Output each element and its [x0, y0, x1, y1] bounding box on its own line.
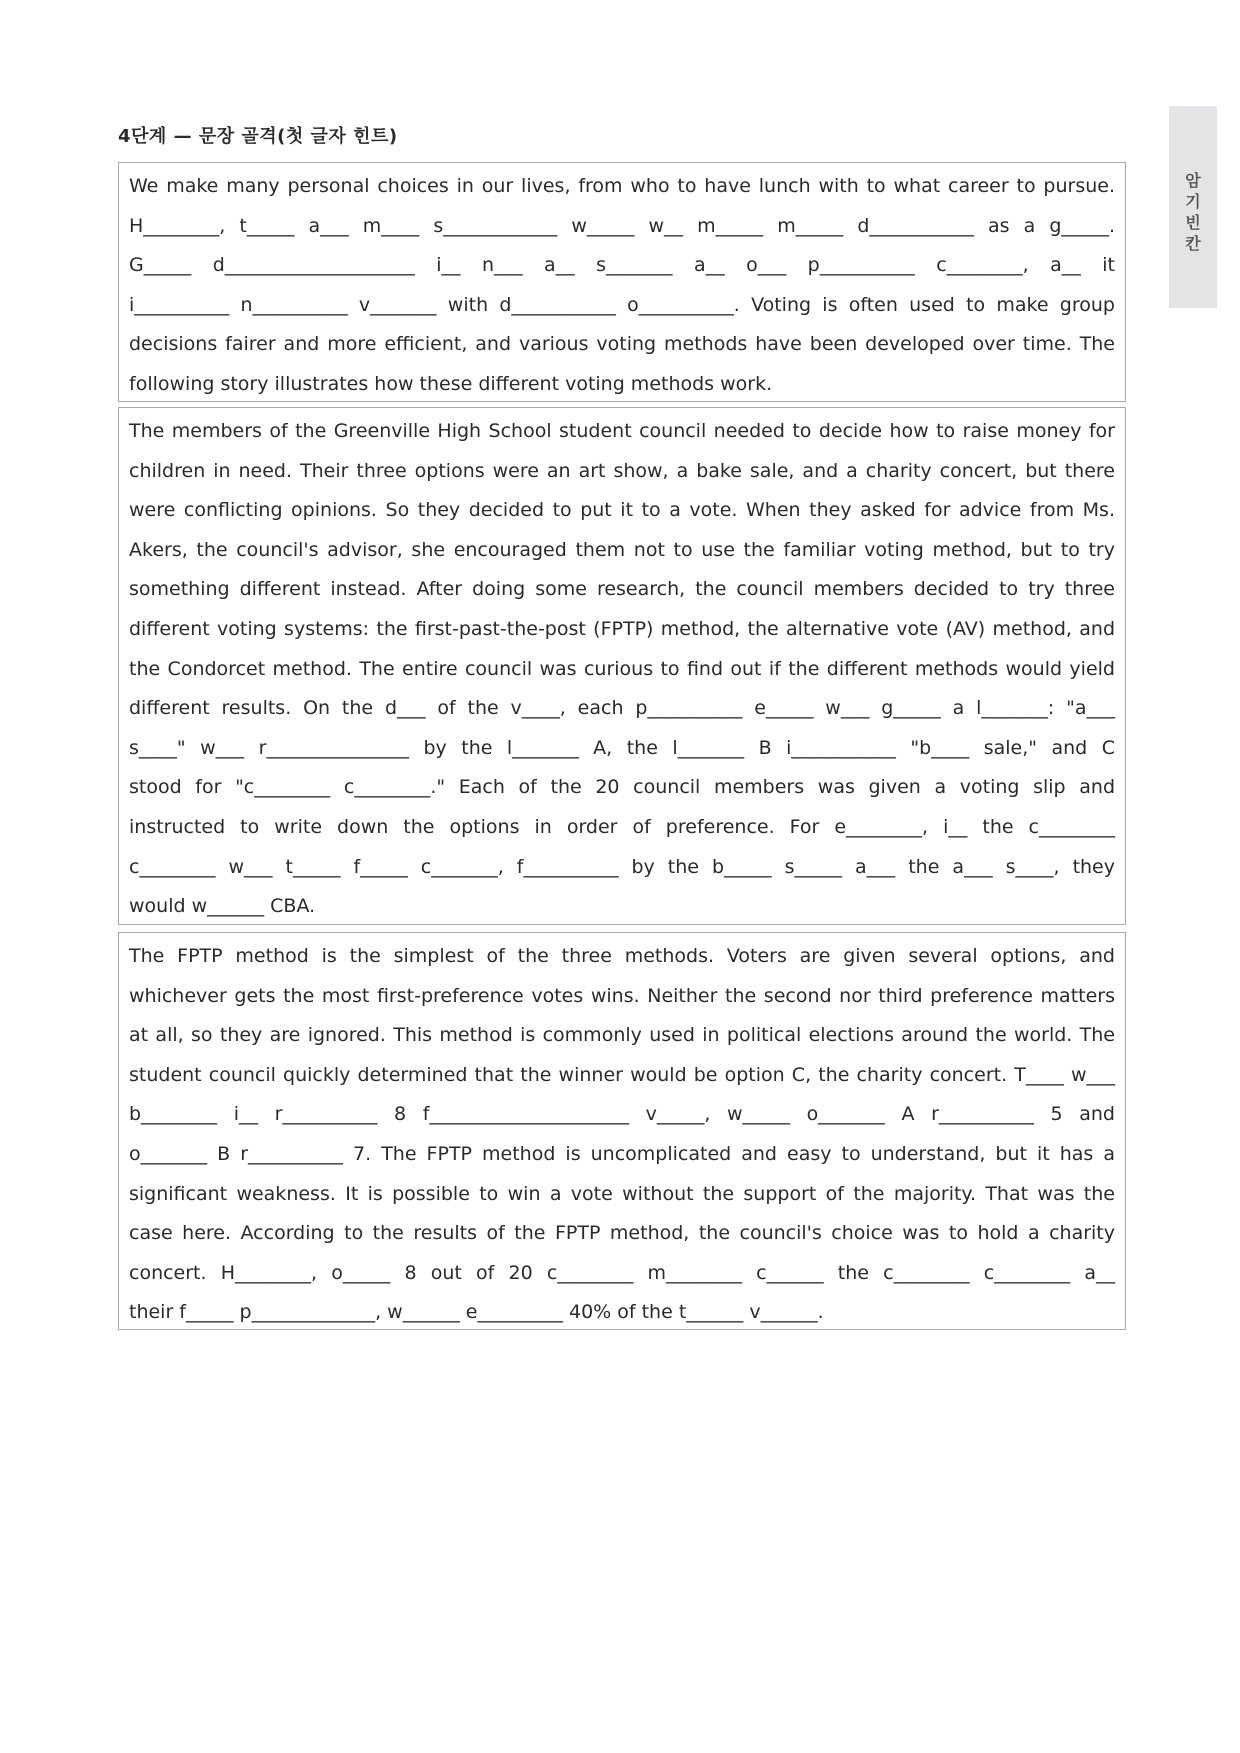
side-tab-char: 칸 [1185, 234, 1201, 253]
passage-line: something different instead. After doing some research, the council members decided to try three [129, 578, 1115, 601]
passage-line: were conflicting opinions. So they decided to put it to a vote. When they asked for advice from Ms. [129, 499, 1115, 522]
passage-line: at all, so they are ignored. This method is commonly used in political elections around the world. The [129, 1024, 1115, 1047]
passage-line: b________ i__ r__________ 8 f_____________________ v_____, w_____ o_______ A r__________ 5 and [129, 1103, 1115, 1126]
passage-line: significant weakness. It is possible to win a vote without the support of the majority. That was the [129, 1182, 1115, 1205]
passage-box-3 [118, 932, 1126, 1330]
passage-line: instructed to write down the options in order of preference. For e________, i__ the c________ [129, 815, 1115, 838]
side-tab-char: 암 [1185, 171, 1201, 190]
side-tab-char: 빈 [1185, 213, 1201, 232]
passage-line: s____" w___ r_______________ by the l_______ A, the l_______ B i___________ "b____ sale," and C [129, 736, 1115, 759]
passage-line: H________, t_____ a___ m____ s____________ w_____ w__ m_____ m_____ d___________ as a g_____. [129, 214, 1115, 237]
passage-line: their f_____ p_____________, w______ e_________ 40% of the t______ v______. [129, 1301, 824, 1324]
side-tab-char: 기 [1185, 192, 1201, 211]
passage-line: o_______ B r__________ 7. The FPTP method is uncomplicated and easy to understand, but it has a [129, 1142, 1115, 1165]
passage-box-2 [118, 407, 1126, 925]
side-tab-label [1169, 106, 1217, 308]
passage-line: i__________ n__________ v_______ with d___________ o__________. Voting is often used to make group [129, 293, 1115, 316]
passage-line: The FPTP method is the simplest of the three methods. Voters are given several options, and [129, 945, 1115, 967]
passage-line: different voting systems: the first-past-the-post (FPTP) method, the alternative vote (AV) method, and [129, 617, 1115, 640]
passage-line: G_____ d____________________ i__ n___ a__ s_______ a__ o___ p__________ c________, a__ it [129, 254, 1115, 277]
passage-box-1 [118, 162, 1126, 402]
passage-line: We make many personal choices in our lives, from who to have lunch with to what career to pursue. [129, 175, 1115, 197]
passage-line: the Condorcet method. The entire council was curious to find out if the different methods would yield [129, 657, 1115, 680]
passage-line: c________ w___ t_____ f_____ c_______, f__________ by the b_____ s_____ a___ the a___ s____, they [129, 855, 1115, 878]
passage-line: decisions fairer and more efficient, and various voting methods have been developed over time. The [129, 333, 1115, 356]
passage-line: following story illustrates how these different voting methods work. [129, 372, 773, 395]
passage-line: student council quickly determined that the winner would be option C, the charity concert. T____ w___ [129, 1063, 1115, 1086]
passage-line: different results. On the d___ of the v____, each p__________ e_____ w___ g_____ a l_______: "a___ [129, 697, 1115, 720]
passage-line: children in need. Their three options were an art show, a bake sale, and a charity concert, but there [129, 459, 1115, 482]
passage-line: whichever gets the most first-preference votes wins. Neither the second nor third preference matters [129, 984, 1115, 1007]
passage-line: The members of the Greenville High School student council needed to decide how to raise money for [129, 420, 1115, 442]
passage-line: case here. According to the results of the FPTP method, the council's choice was to hold a charity [129, 1222, 1115, 1245]
passage-line: Akers, the council's advisor, she encouraged them not to use the familiar voting method, but to try [129, 538, 1115, 561]
section-heading: 4단계 — 문장 골격(첫 글자 힌트) [118, 126, 398, 147]
passage-line: would w______ CBA. [129, 895, 316, 918]
passage-line: stood for "c________ c________." Each of the 20 council members was given a voting slip and [129, 776, 1115, 799]
passage-line: concert. H________, o_____ 8 out of 20 c________ m________ c______ the c________ c________ a__ [129, 1261, 1115, 1284]
